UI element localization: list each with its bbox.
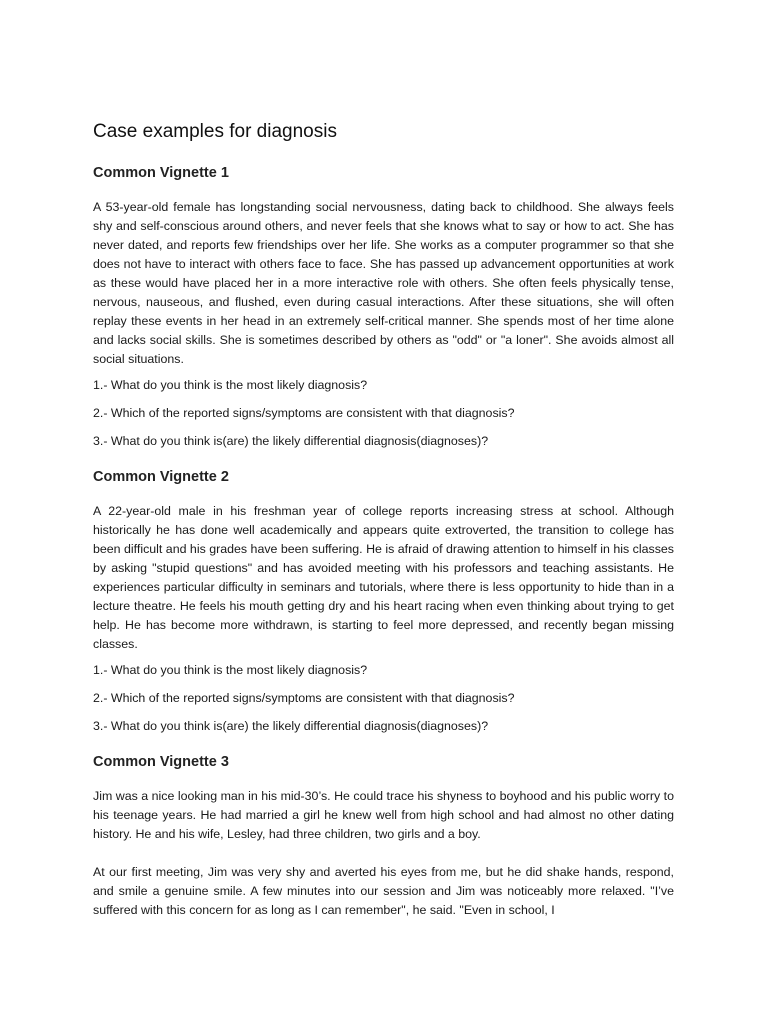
question-item: 1.- What do you think is the most likely diagnosis?	[93, 663, 368, 677]
question-item: 2.- Which of the reported signs/symptoms are consistent with that diagnosis?	[93, 691, 515, 705]
vignette-heading: Common Vignette 2	[93, 469, 229, 485]
vignette-3	[93, 752, 674, 920]
vignette-paragraph: At our first meeting, Jim was very shy and averted his eyes from me, but he did shake hands, respond, and smile a genuine smile. A few minutes into our session and Jim was noticeably more relaxed. "I’ve suffered with this concern for as long as I can remember", he said. "Even in school, I	[93, 865, 674, 917]
question-item: 2.- Which of the reported signs/symptoms are consistent with that diagnosis?	[93, 406, 515, 420]
vignette-paragraph: A 53-year-old female has longstanding social nervousness, dating back to childhood. She always feels shy and self-conscious around others, and never feels that she knows what to say or how to act. She has never dated, and reports few friendships over her life. She works as a computer programmer so that she does not have to interact with others face to face. She has passed up advancement opportunities at work as these would have placed her in a more interactive role with others. She often feels physically tense, nervous, nauseous, and flushed, even during casual interactions. After these situations, she will often replay these events in her head in an extremely self-critical manner. She spends most of her time alone and lacks social skills. She is sometimes described by others as "odd" or "a loner". She avoids almost all social situations.	[93, 200, 674, 366]
question-item: 3.- What do you think is(are) the likely differential diagnosis(diagnoses)?	[93, 719, 489, 733]
question-item: 1.- What do you think is the most likely diagnosis?	[93, 378, 368, 392]
vignette-heading: Common Vignette 3	[93, 754, 229, 770]
vignette-paragraph: A 22-year-old male in his freshman year of college reports increasing stress at school. Although historically he has done well academically and appears quite extroverted, the transition to college has been difficult and his grades have been suffering. He is afraid of drawing attention to himself in his classes by asking "stupid questions" and has avoided meeting with his professors and teaching assistants. He experiences particular difficulty in seminars and tutorials, where there is less opportunity to hide than in a lecture theatre. He feels his mouth getting dry and his heart racing when even thinking about trying to get help. He has become more withdrawn, is starting to feel more depressed, and recently began missing classes.	[93, 504, 674, 651]
vignette-heading: Common Vignette 1	[93, 165, 229, 181]
vignette-paragraph: Jim was a nice looking man in his mid-30’s. He could trace his shyness to boyhood and his public worry to his teenage years. He had married a girl he knew well from high school and had almost no other dating history. He and his wife, Lesley, had three children, two girls and a boy.	[93, 789, 674, 841]
document-page	[93, 118, 674, 936]
vignette-2	[93, 467, 674, 736]
question-item: 3.- What do you think is(are) the likely differential diagnosis(diagnoses)?	[93, 434, 489, 448]
vignette-1	[93, 163, 674, 451]
page-title: Case examples for diagnosis	[93, 121, 337, 142]
